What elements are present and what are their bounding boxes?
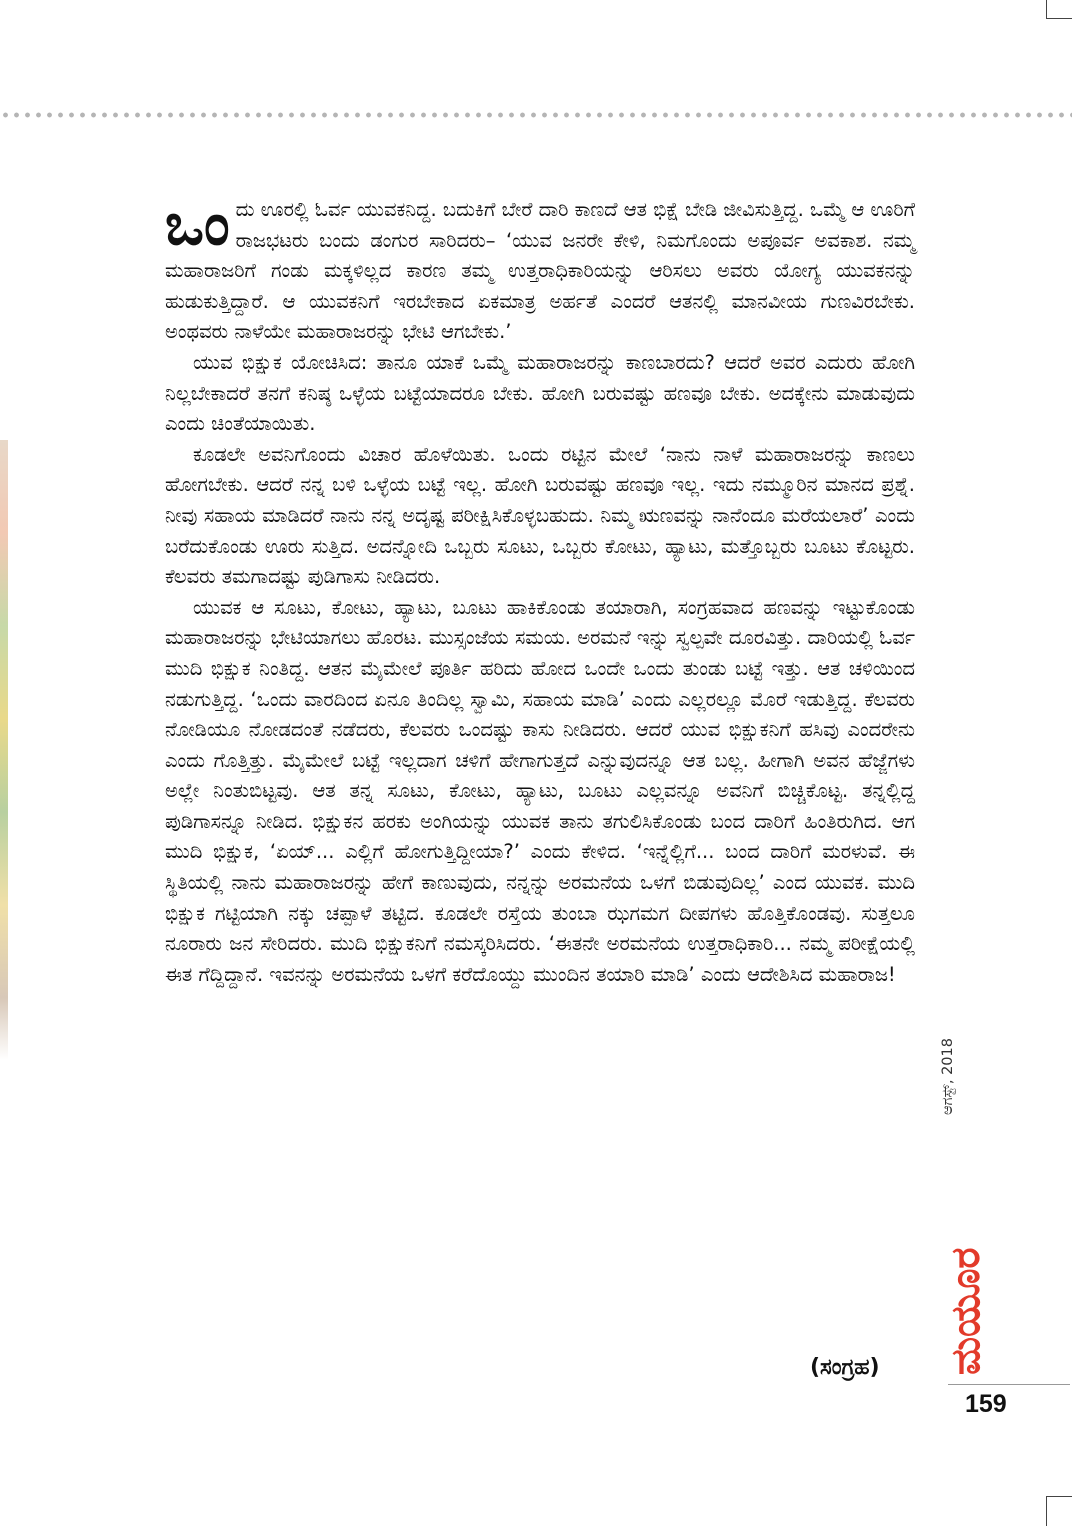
- article-body: [165, 190, 915, 990]
- paragraph-1-text: ದು ಊರಲ್ಲಿ ಓರ್ವ ಯುವಕನಿದ್ದ. ಬದುಕಿಗೆ ಬೇರೆ ದಾರಿ ಕಾಣದೆ ಆತ ಭಿಕ್ಷೆ ಬೇಡಿ ಜೀವಿಸುತ್ತಿದ್ದ. ಒಮ್ಮೆ ಆ ಊರಿಗೆ ರಾಜಭಟರು ಬಂದು ಡಂಗುರ ಸಾರಿದರು– ‘ಯುವ ಜನರೇ ಕೇಳಿ, ನಿಮಗೊಂದು ಅಪೂರ್ವ ಅವಕಾಶ. ನಮ್ಮ ಮಹಾರಾಜರಿಗೆ ಗಂಡು ಮಕ್ಕಳಿಲ್ಲದ ಕಾರಣ ತಮ್ಮ ಉತ್ತರಾಧಿಕಾರಿಯನ್ನು ಆರಿಸಲು ಅವರು ಯೋಗ್ಯ ಯುವಕನನ್ನು ಹುಡುಕುತ್ತಿದ್ದಾರೆ. ಆ ಯುವಕನಿಗೆ ಇರಬೇಕಾದ ಏಕಮಾತ್ರ ಅರ್ಹತೆ ಎಂದರೆ ಆತನಲ್ಲಿ ಮಾನವೀಯ ಗುಣವಿರಬೇಕು. ಅಂಥವರು ನಾಳೆಯೇ ಮಹಾರಾಜರನ್ನು ಭೇಟಿ ಆಗಬೇಕು.’: [165, 198, 915, 344]
- left-edge-image-strip: [0, 440, 8, 1060]
- crop-mark-top-right: [1046, 0, 1072, 19]
- paragraph-2: ಯುವ ಭಿಕ್ಷುಕ ಯೋಚಿಸಿದ: ತಾನೂ ಯಾಕೆ ಒಮ್ಮೆ ಮಹಾರಾಜರನ್ನು ಕಾಣಬಾರದು? ಆದರೆ ಅವರ ಎದುರು ಹೋಗಿ ನಿಲ್ಲಬೇಕಾದರೆ ತನಗೆ ಕನಿಷ್ಠ ಒಳ್ಳೆಯ ಬಟ್ಟೆಯಾದರೂ ಬೇಕು. ಹೋಗಿ ಬರುವಷ್ಟು ಹಣವೂ ಬೇಕು. ಅದಕ್ಕೇನು ಮಾಡುವುದು ಎಂದು ಚಿಂತೆಯಾಯಿತು.: [165, 350, 915, 436]
- page-number: 159: [965, 1390, 1007, 1418]
- source-credit: (ಸಂಗ್ರಹ): [810, 1355, 880, 1380]
- paragraph-4: ಯುವಕ ಆ ಸೂಟು, ಕೋಟು, ಹ್ಯಾಟು, ಬೂಟು ಹಾಕಿಕೊಂಡು ತಯಾರಾಗಿ, ಸಂಗ್ರಹವಾದ ಹಣವನ್ನು ಇಟ್ಟುಕೊಂಡು ಮಹಾರಾಜರನ್ನು ಭೇಟಿಯಾಗಲು ಹೊರಟ. ಮುಸ್ಸಂಜೆಯ ಸಮಯ. ಅರಮನೆ ಇನ್ನು ಸ್ವಲ್ಪವೇ ದೂರವಿತ್ತು. ದಾರಿಯಲ್ಲಿ ಓರ್ವ ಮುದಿ ಭಿಕ್ಷುಕ ನಿಂತಿದ್ದ. ಆತನ ಮೈಮೇಲೆ ಪೂರ್ತಿ ಹರಿದು ಹೋದ ಒಂದೇ ಒಂದು ತುಂಡು ಬಟ್ಟೆ ಇತ್ತು. ಆತ ಚಳಿಯಿಂದ ನಡುಗುತ್ತಿದ್ದ. ‘ಒಂದು ವಾರದಿಂದ ಏನೂ ತಿಂದಿಲ್ಲ ಸ್ವಾಮಿ, ಸಹಾಯ ಮಾಡಿ’ ಎಂದು ಎಲ್ಲರಲ್ಲೂ ಮೊರೆ ಇಡುತ್ತಿದ್ದ. ಕೆಲವರು ನೋಡಿಯೂ ನೋಡದಂತೆ ನಡೆದರು, ಕೆಲವರು ಒಂದಷ್ಟು ಕಾಸು ನೀಡಿದರು. ಆದರೆ ಯುವ ಭಿಕ್ಷುಕನಿಗೆ ಹಸಿವು ಎಂದರೇನು ಎಂದು ಗೊತ್ತಿತ್ತು. ಮೈಮೇಲೆ ಬಟ್ಟೆ ಇಲ್ಲದಾಗ ಚಳಿಗೆ ಹೇಗಾಗುತ್ತದೆ ಎನ್ನುವುದನ್ನೂ ಆತ ಬಲ್ಲ. ಹೀಗಾಗಿ ಅವನ ಹೆಜ್ಜೆಗಳು ಅಲ್ಲೇ ನಿಂತುಬಿಟ್ಟವು. ಆತ ತನ್ನ ಸೂಟು, ಕೋಟು, ಹ್ಯಾಟು, ಬೂಟು ಎಲ್ಲವನ್ನೂ ಅವನಿಗೆ ಬಿಚ್ಚಿಕೊಟ್ಟ. ತನ್ನಲ್ಲಿದ್ದ ಪುಡಿಗಾಸನ್ನೂ ನೀಡಿದ. ಭಿಕ್ಷುಕನ ಹರಕು ಅಂಗಿಯನ್ನು ಯುವಕ ತಾನು ತಗುಲಿಸಿಕೊಂಡು ಬಂದ ದಾರಿಗೆ ಹಿಂತಿರುಗಿದ. ಆಗ ಮುದಿ ಭಿಕ್ಷುಕ, ‘ಏಯ್... ಎಲ್ಲಿಗೆ ಹೋಗುತ್ತಿದ್ದೀಯಾ?’ ಎಂದು ಕೇಳಿದ. ‘ಇನ್ನೆಲ್ಲಿಗೆ... ಬಂದ ದಾರಿಗೆ ಮರಳುವೆ. ಈ ಸ್ಥಿತಿಯಲ್ಲಿ ನಾನು ಮಹಾರಾಜರನ್ನು ಹೇಗೆ ಕಾಣುವುದು, ನನ್ನನ್ನು ಅರಮನೆಯ ಒಳಗೆ ಬಿಡುವುದಿಲ್ಲ’ ಎಂದ ಯುವಕ. ಮುದಿ ಭಿಕ್ಷುಕ ಗಟ್ಟಿಯಾಗಿ ನಕ್ಕು ಚಪ್ಪಾಳೆ ತಟ್ಟಿದ. ಕೂಡಲೇ ರಸ್ತೆಯ ತುಂಬಾ ಝಗಮಗ ದೀಪಗಳು ಹೊತ್ತಿಕೊಂಡವು. ಸುತ್ತಲೂ ನೂರಾರು ಜನ ಸೇರಿದರು. ಮುದಿ ಭಿಕ್ಷುಕನಿಗೆ ನಮಸ್ಕರಿಸಿದರು. ‘ಈತನೇ ಅರಮನೆಯ ಉತ್ತರಾಧಿಕಾರಿ... ನಮ್ಮ ಪರೀಕ್ಷೆಯಲ್ಲಿ ಈತ ಗೆದ್ದಿದ್ದಾನೆ. ಇವನನ್ನು ಅರಮನೆಯ ಒಳಗೆ ಕರೆದೊಯ್ದು ಮುಂದಿನ ತಯಾರಿ ಮಾಡಿ’ ಎಂದು ಆದೇಶಿಸಿದ ಮಹಾರಾಜ!: [165, 595, 915, 986]
- dotted-divider: [0, 110, 1072, 120]
- drop-cap: ಒಂ: [165, 190, 230, 258]
- issue-date: ಆಗಸ್ಟ್, 2018: [940, 1038, 956, 1115]
- paragraph-1: [165, 190, 915, 348]
- crop-mark-bottom-right: [1046, 1496, 1072, 1526]
- page-number-rule: [948, 1384, 1070, 1385]
- magazine-logo: ಮಯೂರ: [943, 1247, 989, 1375]
- paragraph-3: ಕೂಡಲೇ ಅವನಿಗೊಂದು ವಿಚಾರ ಹೊಳೆಯಿತು. ಒಂದು ರಟ್ಟಿನ ಮೇಲೆ ‘ನಾನು ನಾಳೆ ಮಹಾರಾಜರನ್ನು ಕಾಣಲು ಹೋಗಬೇಕು. ಆದರೆ ನನ್ನ ಬಳಿ ಒಳ್ಳೆಯ ಬಟ್ಟೆ ಇಲ್ಲ. ಹೋಗಿ ಬರುವಷ್ಟು ಹಣವೂ ಇಲ್ಲ. ಇದು ನಮ್ಮೂರಿನ ಮಾನದ ಪ್ರಶ್ನೆ. ನೀವು ಸಹಾಯ ಮಾಡಿದರೆ ನಾನು ನನ್ನ ಅದೃಷ್ಟ ಪರೀಕ್ಷಿಸಿಕೊಳ್ಳಬಹುದು. ನಿಮ್ಮ ಋಣವನ್ನು ನಾನೆಂದೂ ಮರೆಯಲಾರೆ’ ಎಂದು ಬರೆದುಕೊಂಡು ಊರು ಸುತ್ತಿದ. ಅದನ್ನೋದಿ ಒಬ್ಬರು ಸೂಟು, ಒಬ್ಬರು ಕೋಟು, ಹ್ಯಾಟು, ಮತ್ತೊಬ್ಬರು ಬೂಟು ಕೊಟ್ಟರು. ಕೆಲವರು ತಮಗಾದಷ್ಟು ಪುಡಿಗಾಸು ನೀಡಿದರು.: [165, 442, 915, 589]
